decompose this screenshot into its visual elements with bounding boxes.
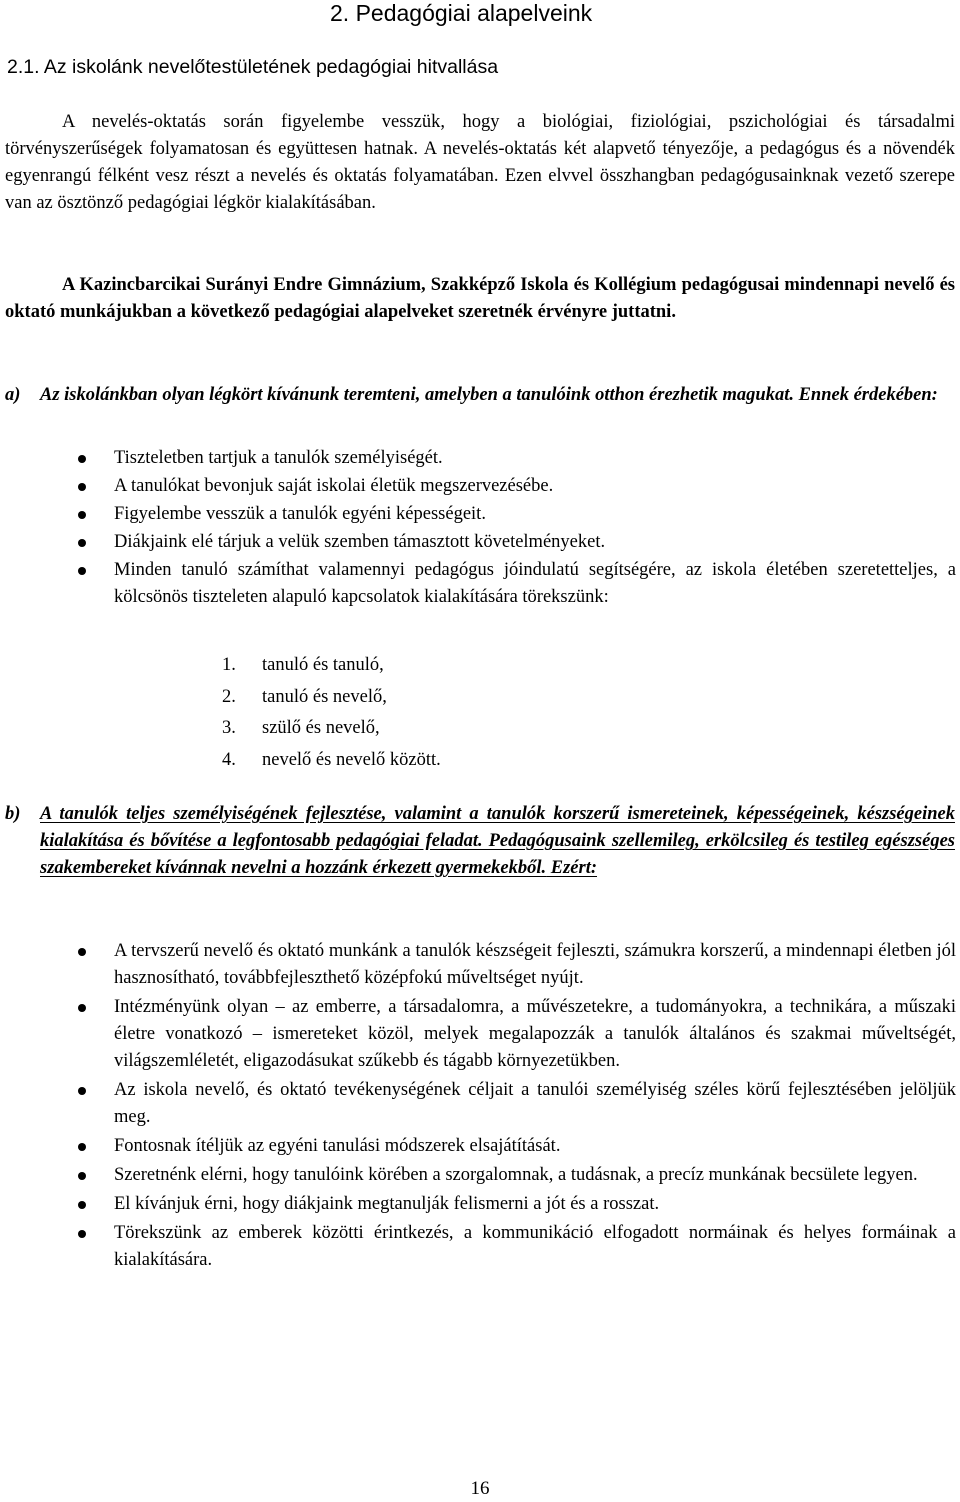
bullet-icon [78, 1172, 86, 1180]
numbered-item: 4. nevelő és nevelő között. [222, 750, 441, 770]
list-item: El kívánjuk érni, hogy diákjaink megtanulják felismerni a jót és a rosszat. [0, 1191, 956, 1218]
section-a-bullet-list [0, 445, 956, 611]
list-item: Tiszteletben tartjuk a tanulók személyiségét. [0, 445, 956, 472]
section-a-label: a) [5, 385, 21, 405]
section-b [5, 801, 955, 882]
bullet-icon [78, 948, 86, 956]
principles-paragraph: A Kazincbarcikai Surányi Endre Gimnázium, Szakképző Iskola és Kollégium pedagógusai mindennapi nevelő és oktató munkájukban a következő pedagógiai alapelveket szeretnék érvényre juttatni. [5, 275, 955, 322]
relationship-numbered-list [115, 652, 815, 774]
bullet-icon [78, 1230, 86, 1238]
list-item: Törekszünk az emberek közötti érintkezés, a kommunikáció elfogadott normáinak és helyes formáinak a kialakítására. [0, 1220, 956, 1274]
bullet-icon [78, 1004, 86, 1012]
section-title: 2.1. Az iskolánk nevelőtestületének pedagógiai hitvallása [7, 56, 499, 78]
bullet-icon [78, 511, 86, 519]
section-b-text: A tanulók teljes személyiségének fejlesztése, valamint a tanulók korszerű ismereteinek, képességeinek, készségeinek kialakítása és bővítése a legfontosabb pedagógiai feladat. Pedagógusaink szellemileg, erkölcsileg és testileg egészséges szakembereket kívánnak nevelni a hozzánk érkezett gyermekekből. Ezért: [40, 804, 955, 878]
section-b-bullet-list [0, 938, 956, 1274]
bullet-icon [78, 483, 86, 491]
list-item: Fontosnak ítéljük az egyéni tanulási módszerek elsajátítását. [0, 1133, 956, 1160]
bullet-icon [78, 567, 86, 575]
list-item: Intézményünk olyan – az emberre, a társadalomra, a művészetekre, a tudományokra, a technikára, a műszaki életre vonatkozó – ismereteket közöl, melyek megalapozzák a tanulók általános és szakmai műveltségét, világszemléletét, eligazodásukat szűkebb és tágabb környezetükben. [0, 994, 956, 1075]
section-a [5, 382, 955, 409]
list-item: Minden tanuló számíthat valamennyi pedagógus jóindulatú segítségére, az iskola életében szeretetteljes, a kölcsönös tiszteleten alapuló kapcsolatok kialakítására törekszünk: [0, 557, 956, 611]
bullet-icon [78, 1201, 86, 1209]
numbered-item: 2. tanuló és nevelő, [222, 687, 387, 707]
numbered-item: 3. szülő és nevelő, [222, 718, 380, 738]
bullet-icon [78, 455, 86, 463]
list-item: Az iskola nevelő, és oktató tevékenységének céljait a tanulói személyiség széles körű fejlesztésében jelöljük meg. [0, 1077, 956, 1131]
list-item: A tervszerű nevelő és oktató munkánk a tanulók készségeit fejleszti, számukra korszerű, a mindennapi életben jól hasznosítható, továbbfejleszthető középfokú műveltséget nyújt. [0, 938, 956, 992]
bullet-icon [78, 1143, 86, 1151]
bullet-icon [78, 539, 86, 547]
list-item: Diákjaink elé tárjuk a velük szemben támasztott követelményeket. [0, 529, 956, 556]
page-number: 16 [470, 1478, 490, 1499]
bullet-icon [78, 1087, 86, 1095]
section-b-label: b) [5, 804, 21, 824]
chapter-title: 2. Pedagógiai alapelveink [330, 0, 593, 26]
list-item: Szeretnénk elérni, hogy tanulóink körében a szorgalomnak, a tudásnak, a precíz munkának becsülete legyen. [0, 1162, 956, 1189]
section-a-text: Az iskolánkban olyan légkört kívánunk teremteni, amelyben a tanulóink otthon érezhetik magukat. Ennek érdekében: [40, 385, 938, 405]
list-item: Figyelembe vesszük a tanulók egyéni képességeit. [0, 501, 956, 528]
numbered-item: 1. tanuló és tanuló, [222, 655, 384, 675]
intro-paragraph: A nevelés-oktatás során figyelembe vesszük, hogy a biológiai, fiziológiai, pszichológiai és társadalmi törvényszerűségek folyamatosan és együttesen hatnak. A nevelés-oktatás két alapvető tényezője, a pedagógus és a növendék egyenrangú félként vesz részt a nevelés és oktatás folyamatában. Ezen elvvel összhangban pedagógusainknak vezető szerepe van az ösztönző pedagógiai légkör kialakításában. [5, 112, 955, 213]
list-item: A tanulókat bevonjuk saját iskolai életük megszervezésébe. [0, 473, 956, 500]
